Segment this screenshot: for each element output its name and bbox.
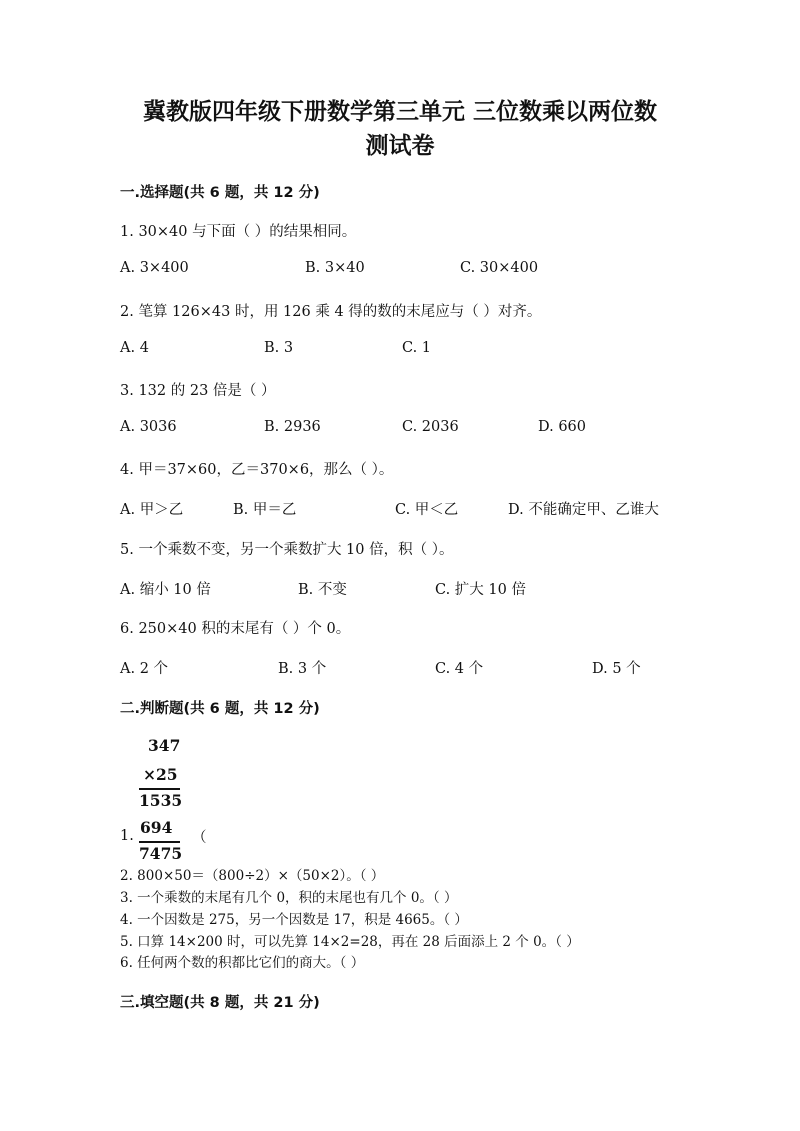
question-5: 5. 一个乘数不变，另一个乘数扩大 10 倍，积（ ）。 <box>120 542 454 558</box>
calc-result: 7475 <box>139 844 183 863</box>
question-2: 2. 笔算 126×43 时，用 126 乘 4 得的数的末尾应与（ ）对齐。 <box>120 304 542 320</box>
judge-item-1-bracket: （ <box>192 830 207 846</box>
calc-multiplier: ×25 <box>143 765 178 784</box>
section-heading-fill: 三.填空题(共 8 题，共 21 分) <box>120 995 320 1011</box>
option-1b[interactable]: B. 3×40 <box>305 260 365 276</box>
option-1c[interactable]: C. 30×400 <box>460 260 539 276</box>
option-2c[interactable]: C. 1 <box>402 340 432 356</box>
option-5b[interactable]: B. 不变 <box>298 582 347 598</box>
calc-multiplicand: 347 <box>148 736 181 755</box>
judge-item-5: 5. 口算 14×200 时，可以先算 14×2=28，再在 28 后面添上 2 个 0。（ ） <box>120 934 580 950</box>
calc-partial-1: 1535 <box>139 791 183 810</box>
option-5a[interactable]: A. 缩小 10 倍 <box>120 582 211 598</box>
option-4a[interactable]: A. 甲＞乙 <box>120 502 184 518</box>
judge-item-4: 4. 一个因数是 275，另一个因数是 17，积是 4665。（ ） <box>120 912 468 928</box>
page-title-line2: 测试卷 <box>365 133 435 159</box>
question-3: 3. 132 的 23 倍是（ ） <box>120 383 276 399</box>
option-2b[interactable]: B. 3 <box>264 340 294 356</box>
judge-item-3: 3. 一个乘数的末尾有几个 0，积的末尾也有几个 0。（ ） <box>120 890 458 906</box>
calc-partial-2: 694 <box>140 818 173 837</box>
question-1: 1. 30×40 与下面（ ）的结果相同。 <box>120 224 357 240</box>
option-6b[interactable]: B. 3 个 <box>278 661 327 677</box>
option-5c[interactable]: C. 扩大 10 倍 <box>435 582 526 598</box>
option-3a[interactable]: A. 3036 <box>120 419 177 435</box>
question-6: 6. 250×40 积的末尾有（ ）个 0。 <box>120 621 351 637</box>
option-4b[interactable]: B. 甲＝乙 <box>233 502 297 518</box>
option-6d[interactable]: D. 5 个 <box>592 661 641 677</box>
judge-item-2: 2. 800×50＝（800÷2）×（50×2）。（ ） <box>120 868 385 884</box>
option-4c[interactable]: C. 甲＜乙 <box>395 502 459 518</box>
option-6a[interactable]: A. 2 个 <box>120 661 169 677</box>
judge-item-6: 6. 任何两个数的积都比它们的商大。（ ） <box>120 955 365 971</box>
option-4d[interactable]: D. 不能确定甲、乙谁大 <box>508 502 659 518</box>
option-1a[interactable]: A. 3×400 <box>120 260 189 276</box>
option-3b[interactable]: B. 2936 <box>264 419 321 435</box>
calc-rule-1 <box>139 788 180 790</box>
option-3c[interactable]: C. 2036 <box>402 419 459 435</box>
section-heading-judge: 二.判断题(共 6 题，共 12 分) <box>120 701 320 717</box>
page-title: 冀教版四年级下册数学第三单元 三位数乘以两位数 <box>142 99 657 125</box>
question-4: 4. 甲＝37×60，乙＝370×6，那么（ ）。 <box>120 462 394 478</box>
option-2a[interactable]: A. 4 <box>120 340 149 356</box>
section-heading-choice: 一.选择题(共 6 题，共 12 分) <box>120 185 320 201</box>
option-6c[interactable]: C. 4 个 <box>435 661 484 677</box>
judge-item-1-prefix: 1. <box>120 828 134 844</box>
option-3d[interactable]: D. 660 <box>538 419 587 435</box>
calc-rule-2 <box>139 841 180 843</box>
